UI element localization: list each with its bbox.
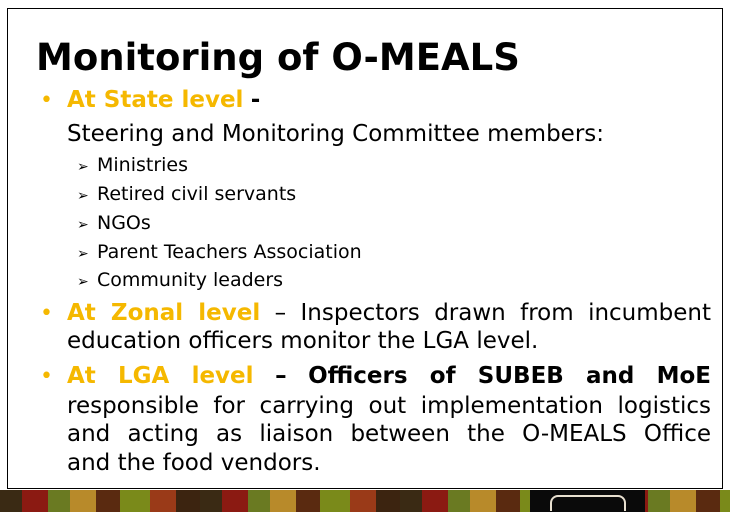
bullet-dot-icon: • [40,301,53,326]
arrow-bullet-icon: ➢ [77,159,89,175]
zonal-level-label: At Zonal level [67,300,261,326]
member-item: ➢ Retired civil servants [77,182,296,208]
member-item: ➢ Parent Teachers Association [77,240,362,266]
zonal-level-line1: At Zonal level – Inspectors drawn from incumbent [67,300,712,326]
bullet-dot-icon: • [40,88,53,113]
lga-level-dash: – [275,363,287,389]
member-item: ➢ Ministries [77,153,188,179]
arrow-bullet-icon: ➢ [77,274,89,290]
zonal-level-line2: education officers monitor the LGA level. [67,328,539,354]
state-level-separator: - [250,87,261,113]
member-item: ➢ Community leaders [77,268,283,294]
lga-officers-bold: Officers of SUBEB and MoE [308,363,712,389]
lga-level-line2: responsible for carrying out implementation logistics [67,393,711,419]
lga-level-line4: and the food vendors. [67,450,321,476]
state-level-label: At State level [67,87,244,113]
lga-level-label: At LGA level [67,363,254,389]
arrow-bullet-icon: ➢ [77,217,89,233]
footer-logo [530,490,645,512]
bullet-dot-icon: • [40,364,53,389]
lga-level-line3: and acting as liaison between the O-MEALS Office [67,421,711,447]
footer-logo-mark [550,495,626,511]
committee-heading: Steering and Monitoring Committee members: [67,121,605,147]
arrow-bullet-icon: ➢ [77,188,89,204]
lga-level-line1 [67,362,711,390]
arrow-bullet-icon: ➢ [77,246,89,262]
state-level-bullet [67,86,260,114]
member-item: ➢ NGOs [77,211,151,237]
slide-title: Monitoring of O-MEALS [36,36,520,79]
